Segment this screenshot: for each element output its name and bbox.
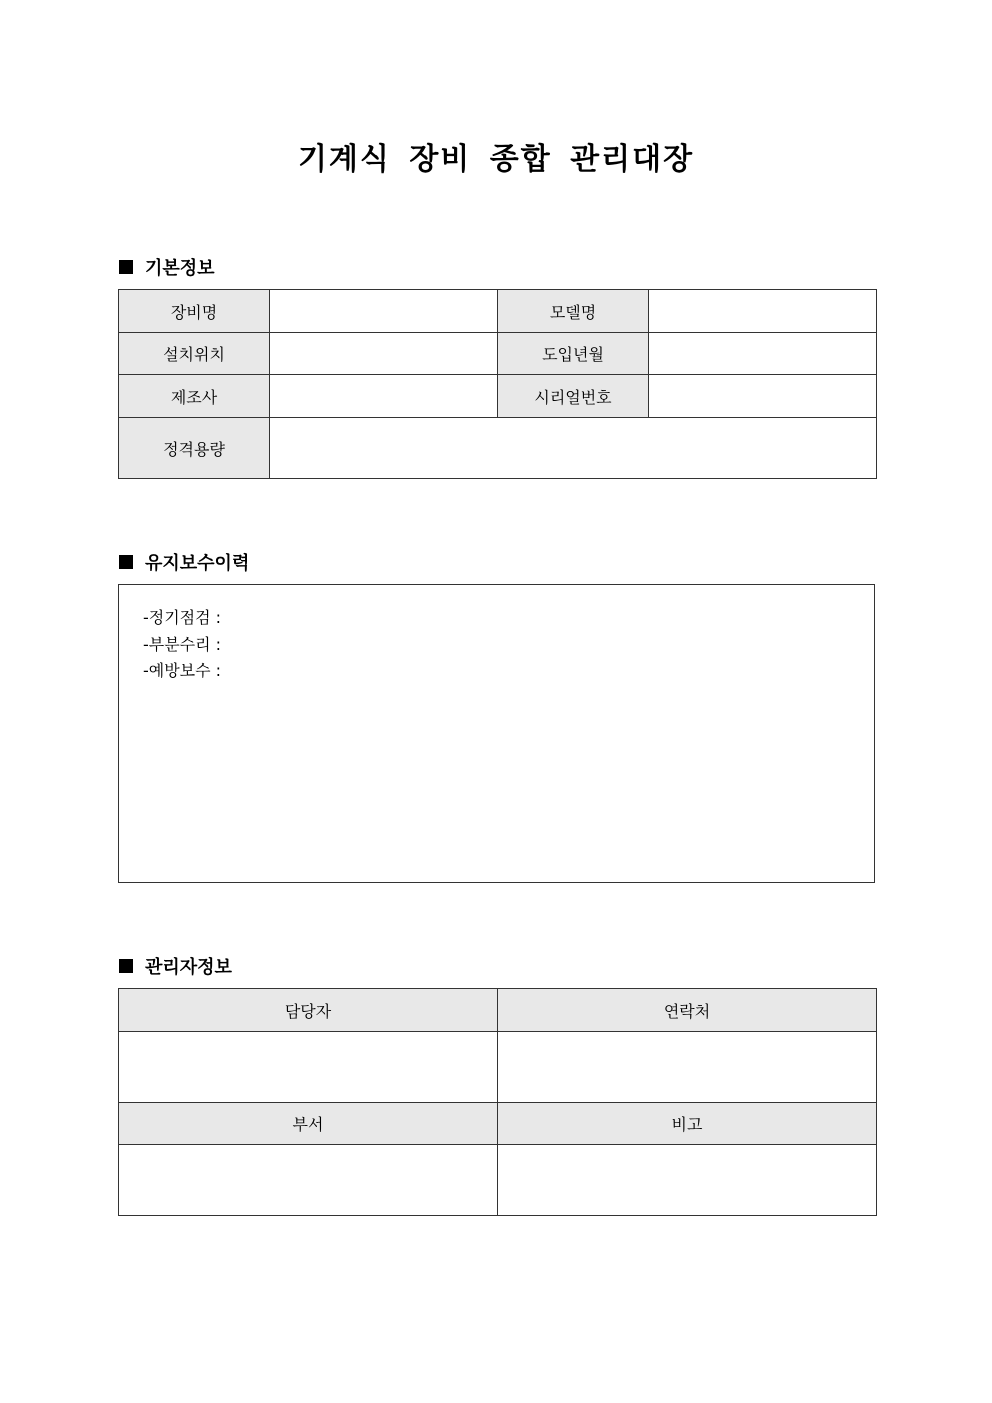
- document-title: 기계식 장비 종합 관리대장: [297, 142, 695, 177]
- intro-date-label: 도입년월: [498, 333, 649, 375]
- maintenance-heading-text: 유지보수이력: [145, 553, 250, 574]
- manufacturer-label: 제조사: [119, 375, 270, 418]
- equipment-name-label: 장비명: [119, 290, 270, 333]
- serial-number-field[interactable]: [649, 375, 877, 418]
- square-bullet-icon: [119, 959, 133, 973]
- table-row: [119, 1145, 877, 1216]
- manager-info-heading-text: 관리자정보: [145, 957, 232, 978]
- maintenance-item-preventive-maintenance: -예방보수 :: [143, 661, 222, 680]
- manager-info-table: [118, 988, 877, 1216]
- square-bullet-icon: [119, 260, 133, 274]
- manufacturer-field[interactable]: [270, 375, 498, 418]
- table-row: [119, 333, 877, 375]
- person-in-charge-label: 담당자: [119, 989, 498, 1032]
- square-bullet-icon: [119, 555, 133, 569]
- model-name-field[interactable]: [649, 290, 877, 333]
- table-row: [119, 418, 877, 479]
- basic-info-heading: [119, 254, 215, 280]
- contact-label: 연락처: [498, 989, 877, 1032]
- maintenance-list: [143, 605, 221, 685]
- table-row: [119, 989, 877, 1032]
- basic-info-table: [118, 289, 877, 479]
- install-location-field[interactable]: [270, 333, 498, 375]
- remarks-field[interactable]: [498, 1145, 877, 1216]
- install-location-label: 설치위치: [119, 333, 270, 375]
- maintenance-item-regular-inspection: -정기점검 :: [143, 608, 222, 627]
- table-row: [119, 375, 877, 418]
- remarks-label: 비고: [498, 1103, 877, 1145]
- rated-capacity-field[interactable]: [270, 418, 877, 479]
- maintenance-item-partial-repair: -부분수리 :: [143, 634, 222, 654]
- table-row: [119, 1103, 877, 1145]
- basic-info-heading-text: 기본정보: [145, 258, 215, 279]
- department-field[interactable]: [119, 1145, 498, 1216]
- table-row: [119, 1032, 877, 1103]
- equipment-name-field[interactable]: [270, 290, 498, 333]
- table-row: [119, 290, 877, 333]
- contact-field[interactable]: [498, 1032, 877, 1103]
- manager-info-heading: [119, 953, 232, 979]
- maintenance-history-box[interactable]: [118, 584, 875, 883]
- department-label: 부서: [119, 1103, 498, 1145]
- model-name-label: 모델명: [498, 290, 649, 333]
- person-in-charge-field[interactable]: [119, 1032, 498, 1103]
- serial-number-label: 시리얼번호: [498, 375, 649, 418]
- maintenance-heading: [119, 549, 249, 575]
- intro-date-field[interactable]: [649, 333, 877, 375]
- rated-capacity-label: 정격용량: [119, 418, 270, 479]
